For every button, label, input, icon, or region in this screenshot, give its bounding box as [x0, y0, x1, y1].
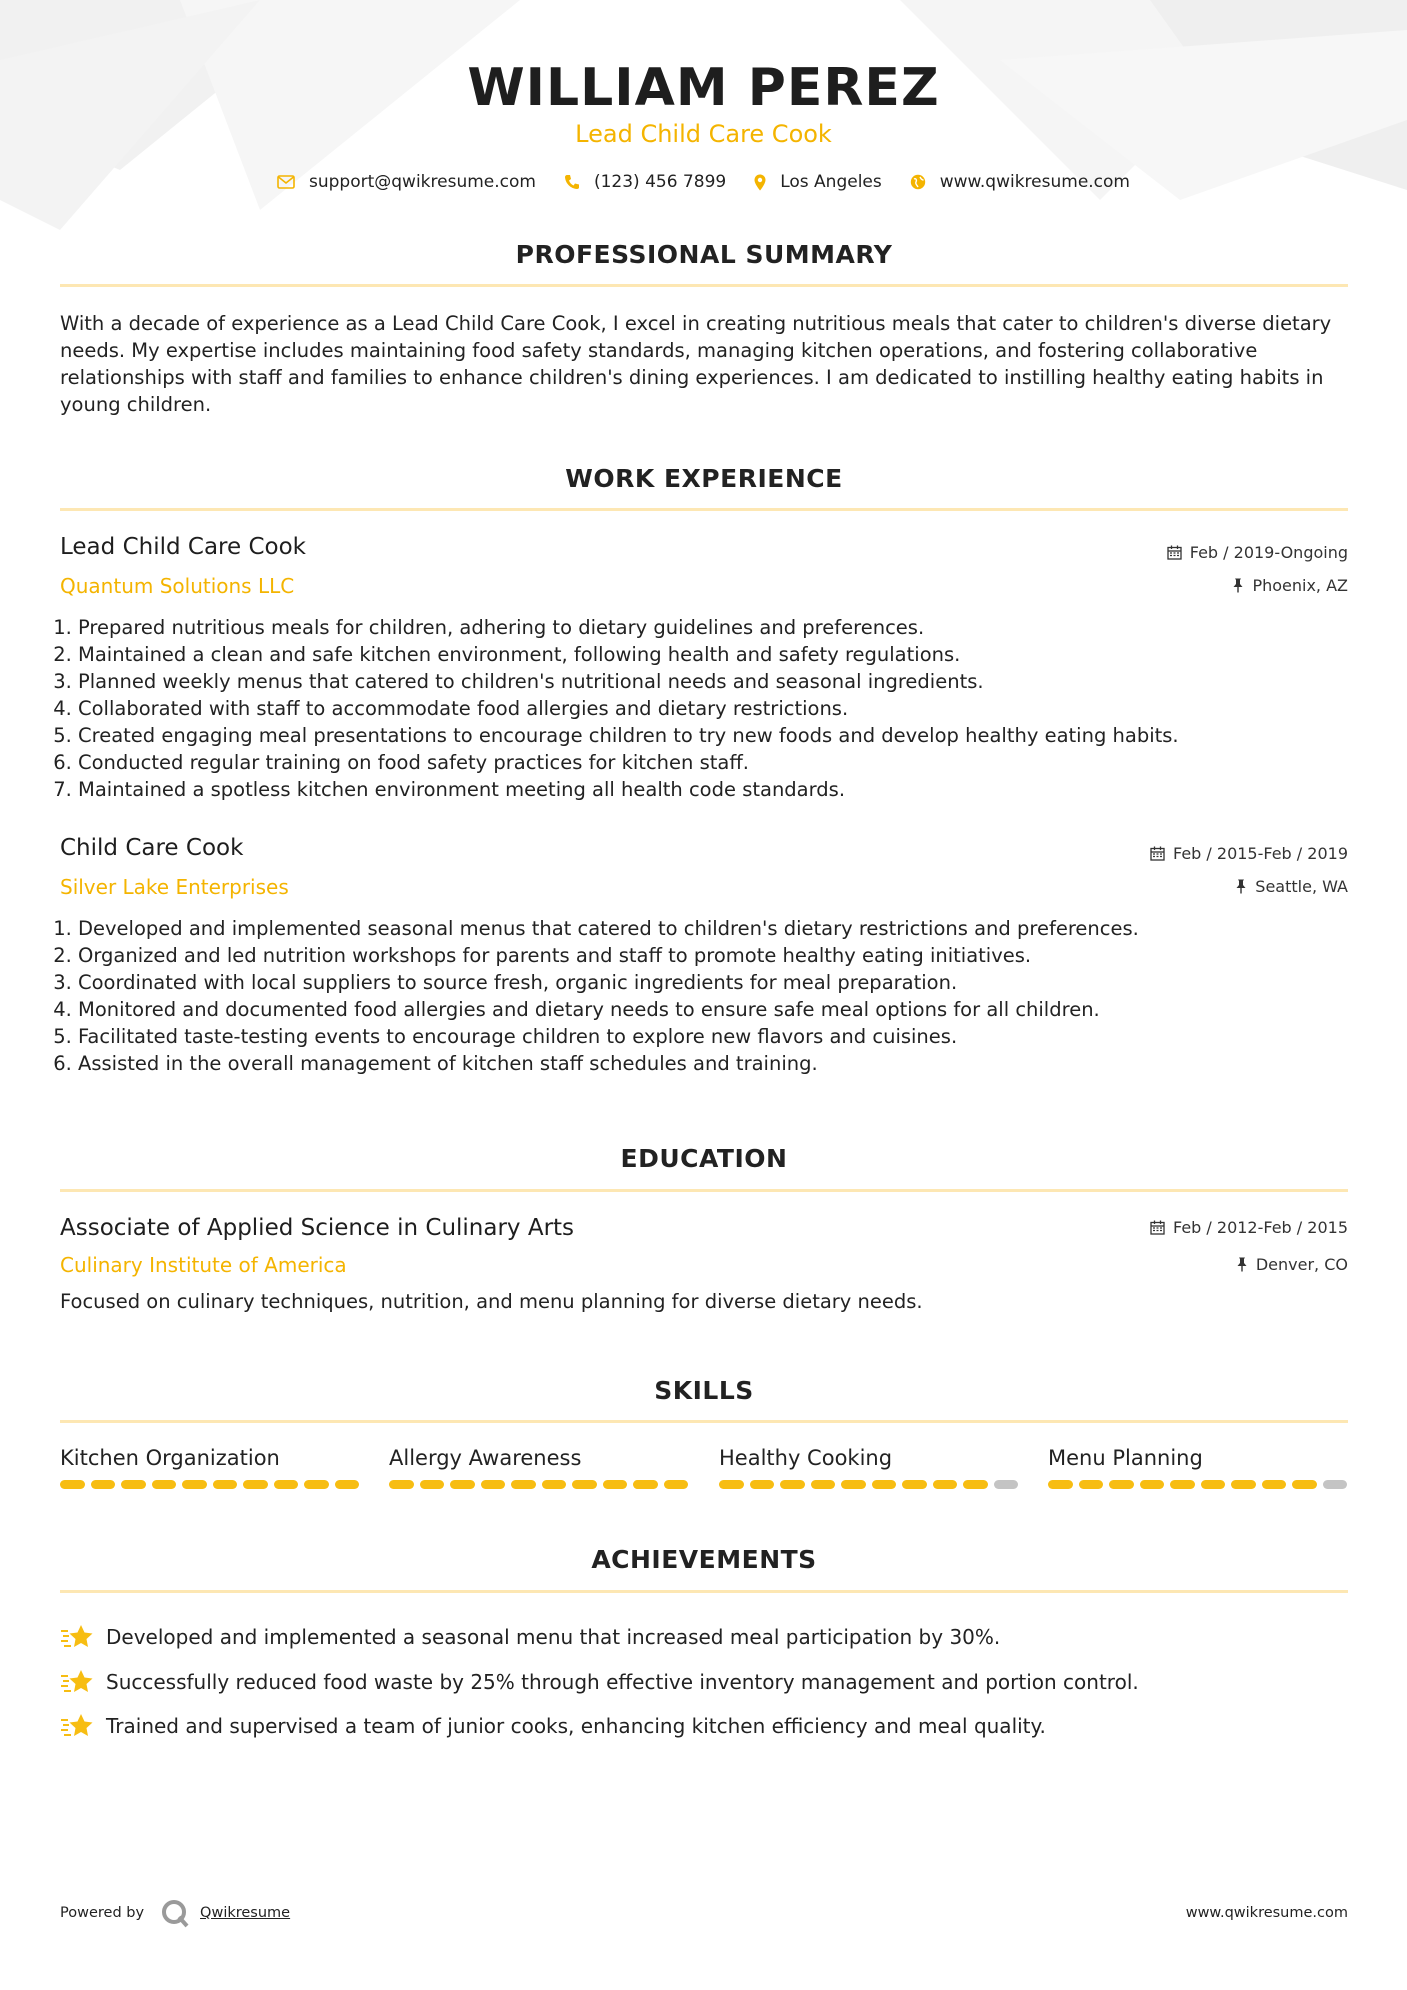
job-location-text: Phoenix, AZ [1252, 576, 1348, 595]
skill-level-bar [719, 1480, 1019, 1489]
contact-location-text: Los Angeles [780, 172, 882, 192]
skill-item [389, 1446, 689, 1489]
list-item [60, 1660, 1348, 1705]
skill-segment-filled [780, 1480, 805, 1489]
achievement-text: Successfully reduced food waste by 25% through effective inventory management and portion control. [106, 1669, 1139, 1694]
skill-segment-filled [152, 1480, 177, 1489]
list-item: 4. Collaborated with staff to accommodate food allergies and dietary restrictions. [78, 695, 1366, 722]
contact-website-text: www.qwikresume.com [939, 172, 1130, 192]
skill-segment-filled [335, 1480, 360, 1489]
job-location-text: Seattle, WA [1255, 877, 1348, 896]
skill-segment-filled [1140, 1480, 1165, 1489]
list-item: 3. Planned weekly menus that catered to children's nutritional needs and seasonal ingredients. [78, 668, 1366, 695]
job-company: Silver Lake Enterprises [60, 875, 289, 899]
achievements-list [60, 1615, 1348, 1749]
education-degree: Associate of Applied Science in Culinary Arts [60, 1215, 575, 1241]
skill-level-bar [1048, 1480, 1348, 1489]
contact-email-text: support@qwikresume.com [309, 172, 536, 192]
job-duties [60, 614, 1366, 803]
job-location [1235, 877, 1348, 896]
skill-segment-filled [91, 1480, 116, 1489]
list-item: 6. Conducted regular training on food safety practices for kitchen staff. [78, 749, 1366, 776]
education-location-text: Denver, CO [1255, 1255, 1348, 1274]
list-item [60, 1704, 1348, 1749]
phone-icon [564, 174, 580, 190]
skill-segment-empty [1323, 1480, 1348, 1489]
achievements-heading: ACHIEVEMENTS [591, 1545, 817, 1574]
achievement-text: Developed and implemented a seasonal menu that increased meal participation by 30%. [106, 1625, 1001, 1650]
skill-segment-filled [872, 1480, 897, 1489]
skill-segment-empty [994, 1480, 1019, 1489]
contact-bar [0, 172, 1407, 192]
star-icon [60, 1623, 94, 1651]
skill-segment-filled [450, 1480, 475, 1489]
education-divider [60, 1189, 1348, 1192]
experience-heading: WORK EXPERIENCE [565, 464, 843, 493]
list-item: 2. Maintained a clean and safe kitchen environment, following health and safety regulations. [78, 641, 1366, 668]
summary-heading: PROFESSIONAL SUMMARY [515, 240, 893, 269]
skill-segment-filled [389, 1480, 414, 1489]
skill-segment-filled [1109, 1480, 1134, 1489]
skill-segment-filled [1231, 1480, 1256, 1489]
contact-phone[interactable] [564, 172, 726, 192]
skill-segment-filled [420, 1480, 445, 1489]
globe-icon [910, 174, 926, 190]
qwikresume-link[interactable]: Qwikresume [200, 1905, 291, 1921]
skill-segment-filled [603, 1480, 628, 1489]
education-location [1236, 1255, 1348, 1274]
skill-name: Menu Planning [1048, 1446, 1203, 1470]
skill-level-bar [389, 1480, 689, 1489]
skill-name: Allergy Awareness [389, 1446, 582, 1470]
summary-text: With a decade of experience as a Lead Child Care Cook, I excel in creating nutritious meals that cater to children's diverse dietary needs. My expertise includes maintaining food safety standards, managing kitchen operations, and fostering collaborative relationships with staff and families to enhance children's dining experiences. I am dedicated to instilling healthy eating habits in young children. [60, 312, 1332, 416]
skill-segment-filled [182, 1480, 207, 1489]
skill-segment-filled [511, 1480, 536, 1489]
job-company: Quantum Solutions LLC [60, 574, 295, 598]
education-description: Focused on culinary techniques, nutrition, and menu planning for diverse dietary needs. [60, 1290, 923, 1313]
skill-segment-filled [963, 1480, 988, 1489]
calendar-icon [1167, 545, 1182, 560]
job-title: Child Care Cook [60, 835, 244, 861]
star-icon [60, 1668, 94, 1696]
contact-location [754, 172, 882, 192]
list-item: 3. Coordinated with local suppliers to source fresh, organic ingredients for meal preparation. [78, 969, 1366, 996]
summary-divider [60, 284, 1348, 287]
skill-segment-filled [481, 1480, 506, 1489]
calendar-icon [1150, 846, 1165, 861]
skill-segment-filled [933, 1480, 958, 1489]
skill-segment-filled [213, 1480, 238, 1489]
qwikresume-logo-icon [160, 1898, 190, 1928]
candidate-title: Lead Child Care Cook [575, 120, 832, 148]
powered-by-label: Powered by [60, 1905, 145, 1921]
job-dates-text: Feb / 2015-Feb / 2019 [1173, 844, 1348, 863]
map-pin-icon [754, 174, 766, 191]
skill-segment-filled [719, 1480, 744, 1489]
skill-segment-filled [633, 1480, 658, 1489]
skill-name: Healthy Cooking [719, 1446, 893, 1470]
list-item [60, 1615, 1348, 1660]
education-dates [1150, 1218, 1348, 1237]
job-dates [1150, 844, 1348, 863]
skill-segment-filled [243, 1480, 268, 1489]
skill-segment-filled [1292, 1480, 1317, 1489]
skills-heading: SKILLS [654, 1376, 754, 1405]
skill-segment-filled [1201, 1480, 1226, 1489]
experience-divider [60, 508, 1348, 511]
pushpin-icon [1236, 1257, 1248, 1272]
skill-name: Kitchen Organization [60, 1446, 280, 1470]
skill-segment-filled [274, 1480, 299, 1489]
list-item: 5. Facilitated taste-testing events to encourage children to explore new flavors and cuisines. [78, 1023, 1366, 1050]
education-school: Culinary Institute of America [60, 1253, 347, 1277]
envelope-icon [277, 175, 295, 189]
list-item: 2. Organized and led nutrition workshops for parents and staff to promote healthy eating initiatives. [78, 942, 1366, 969]
skill-segment-filled [811, 1480, 836, 1489]
skill-segment-filled [841, 1480, 866, 1489]
skill-segment-filled [1048, 1480, 1073, 1489]
job-dates [1167, 543, 1348, 562]
pushpin-icon [1232, 578, 1244, 593]
pushpin-icon [1235, 879, 1247, 894]
candidate-name: WILLIAM PEREZ [467, 58, 940, 118]
contact-email[interactable] [277, 172, 536, 192]
list-item: 6. Assisted in the overall management of kitchen staff schedules and training. [78, 1050, 1366, 1077]
skill-segment-filled [60, 1480, 85, 1489]
skill-segment-filled [1170, 1480, 1195, 1489]
list-item: 1. Prepared nutritious meals for children, adhering to dietary guidelines and preferences. [78, 614, 1366, 641]
skill-segment-filled [121, 1480, 146, 1489]
contact-phone-text: (123) 456 7899 [593, 172, 727, 192]
list-item: 5. Created engaging meal presentations to encourage children to try new foods and develop healthy eating habits. [78, 722, 1366, 749]
skill-segment-filled [1079, 1480, 1104, 1489]
skill-segment-filled [750, 1480, 775, 1489]
list-item: 4. Monitored and documented food allergies and dietary needs to ensure safe meal options for all children. [78, 996, 1366, 1023]
skill-level-bar [60, 1480, 360, 1489]
star-icon [60, 1712, 94, 1740]
list-item: 1. Developed and implemented seasonal menus that catered to children's dietary restrictions and preferences. [78, 915, 1366, 942]
education-dates-text: Feb / 2012-Feb / 2015 [1173, 1218, 1348, 1237]
skill-segment-filled [1262, 1480, 1287, 1489]
skills-divider [60, 1420, 1348, 1423]
achievement-text: Trained and supervised a team of junior cooks, enhancing kitchen efficiency and meal quality. [106, 1714, 1046, 1739]
footer-powered-by [60, 1898, 290, 1928]
skill-segment-filled [902, 1480, 927, 1489]
skill-item [719, 1446, 1019, 1489]
job-title: Lead Child Care Cook [60, 534, 306, 560]
list-item: 7. Maintained a spotless kitchen environment meeting all health code standards. [78, 776, 1366, 803]
skill-item [1048, 1446, 1348, 1489]
education-heading: EDUCATION [620, 1144, 788, 1173]
job-dates-text: Feb / 2019-Ongoing [1189, 543, 1348, 562]
skill-segment-filled [542, 1480, 567, 1489]
skill-segment-filled [572, 1480, 597, 1489]
job-location [1232, 576, 1348, 595]
skill-segment-filled [304, 1480, 329, 1489]
footer-website[interactable]: www.qwikresume.com [1185, 1905, 1348, 1921]
skill-item [60, 1446, 360, 1489]
achievements-divider [60, 1590, 1348, 1593]
contact-website[interactable] [910, 172, 1130, 192]
job-duties [60, 915, 1366, 1077]
skill-segment-filled [664, 1480, 689, 1489]
calendar-icon [1150, 1220, 1165, 1235]
